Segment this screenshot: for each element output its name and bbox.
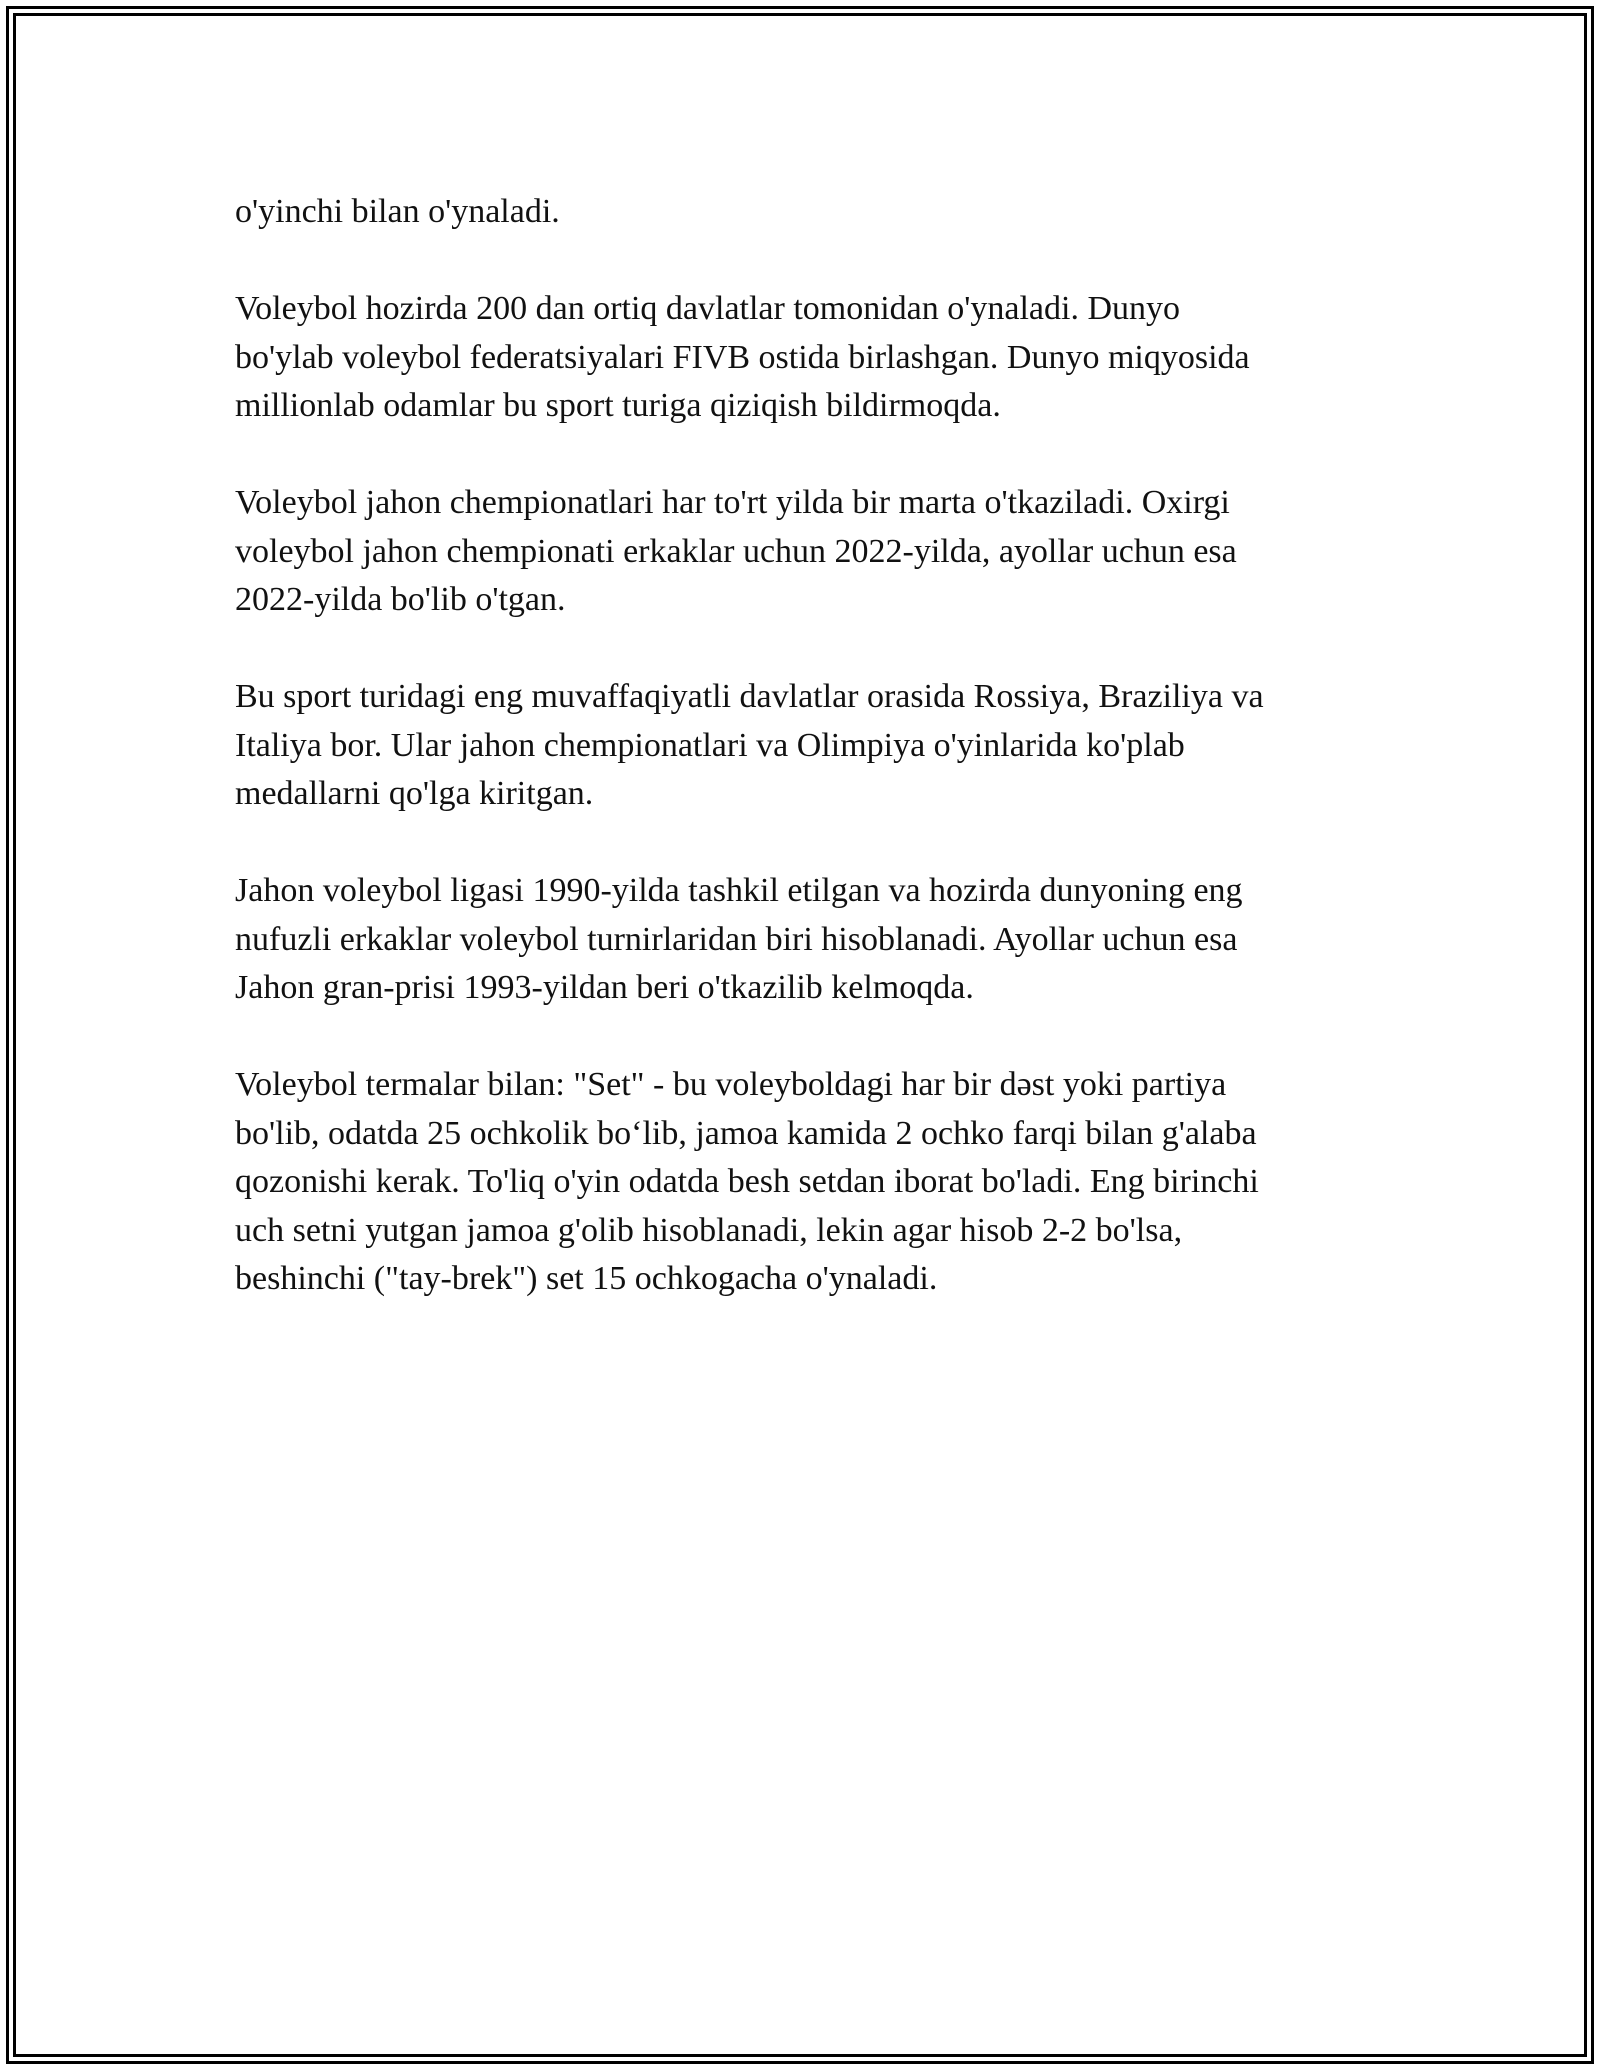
paragraph-6: Voleybol termalar bilan: "Set" - bu voleyboldagi har bir dəst yoki partiya bo'lib, odatda 25 ochkolik bo‘lib, jamoa kamida 2 ochko farqi bilan g'alaba qozonishi kerak. To'liq o'yin odatda besh setdan iborat bo'ladi. Eng birinchi uch setni yutgan jamoa g'olib hisoblanadi, lekin agar hisob 2-2 bo'lsa, beshinchi ("tay-brek") set 15 ochkogacha o'ynaladi. (235, 1066, 1259, 1297)
paragraph-3: Voleybol jahon chempionatlari har to'rt yilda bir marta o'tkaziladi. Oxirgi voleybol jahon chempionati erkaklar uchun 2022-yilda, ayollar uchun esa 2022-yilda bo'lib o'tgan. (235, 484, 1237, 618)
paragraph-1: o'yinchi bilan o'ynaladi. (235, 193, 560, 230)
document-body (235, 188, 1370, 1352)
paragraph-2: Voleybol hozirda 200 dan ortiq davlatlar tomonidan o'ynaladi. Dunyo bo'ylab voleybol federatsiyalari FIVB ostida birlashgan. Dunyo miqyosida millionlab odamlar bu sport turiga qiziqish bildirmoqda. (235, 290, 1250, 424)
paragraph-4: Bu sport turidagi eng muvaffaqiyatli davlatlar orasida Rossiya, Braziliya va Italiya bor. Ular jahon chempionatlari va Olimpiya o'yinlarida ko'plab medallarni qo'lga kiritgan. (235, 678, 1264, 812)
paragraph-5: Jahon voleybol ligasi 1990-yilda tashkil etilgan va hozirda dunyoning eng nufuzli erkaklar voleybol turnirlaridan biri hisoblanadi. Ayollar uchun esa Jahon gran-prisi 1993-yildan beri o'tkazilib kelmoqda. (235, 872, 1243, 1006)
